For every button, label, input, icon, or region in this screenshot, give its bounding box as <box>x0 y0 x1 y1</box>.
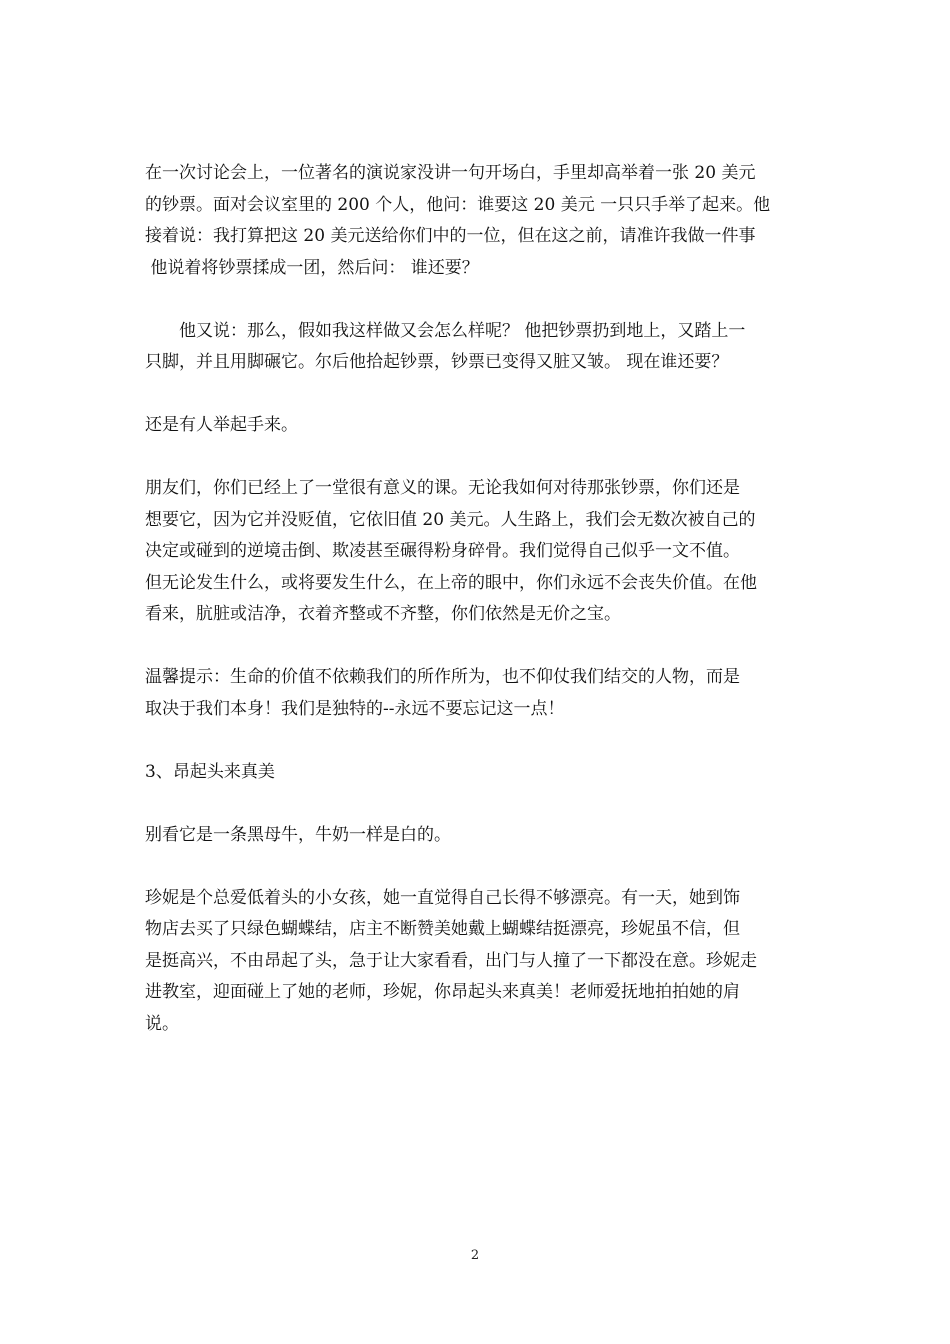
text-line: 取决于我们本身！我们是独特的--永远不要忘记这一点！ <box>145 698 565 719</box>
text-line: 想要它，因为它并没贬值，它依旧值 20 美元。人生路上，我们会无数次被自己的 <box>145 509 756 530</box>
text-line: 他又说：那么，假如我这样做又会怎么样呢？ 他把钞票扔到地上，又踏上一 <box>179 320 746 341</box>
document-body <box>145 158 807 1040</box>
paragraph-proverb <box>145 820 807 852</box>
text-line: 别看它是一条黑母牛，牛奶一样是白的。 <box>145 824 451 845</box>
paragraph-speaker-continues <box>145 316 807 379</box>
text-line: 看来，肮脏或洁净，衣着齐整或不齐整，你们依然是无价之宝。 <box>145 604 621 624</box>
text-line: 物店去买了只绿色蝴蝶结，店主不断赞美她戴上蝴蝶结挺漂亮，珍妮虽不信，但 <box>145 919 740 939</box>
section-heading <box>145 757 807 789</box>
text-line: 还是有人举起手来。 <box>145 415 298 435</box>
text-line: 珍妮是个总爱低着头的小女孩，她一直觉得自己长得不够漂亮。有一天，她到饰 <box>145 887 740 908</box>
heading-text: 3、昂起头来真美 <box>145 761 275 782</box>
text-line: 但无论发生什么，或将要发生什么，在上帝的眼中，你们永远不会丧失价值。在他 <box>145 572 757 593</box>
text-line: 接着说：我打算把这 20 美元送给你们中的一位，但在这之前，请准许我做一件事 <box>145 226 756 246</box>
text-line: 他说着将钞票揉成一团，然后问： 谁还要？ <box>145 257 479 278</box>
text-line: 只脚，并且用脚碾它。尔后他拾起钞票，钞票已变得又脏又皱。 现在谁还要？ <box>145 352 729 372</box>
text-line: 在一次讨论会上，一位著名的演说家没讲一句开场白，手里却高举着一张 20 美元 <box>145 163 756 183</box>
text-line: 的钞票。面对会议室里的 200 个人，他问：谁要这 20 美元 一只只手举了起来。他 <box>145 194 771 215</box>
paragraph-lesson <box>145 473 807 631</box>
paragraph-hands-raised <box>145 410 807 442</box>
paragraph-speaker-intro <box>145 158 807 284</box>
text-line: 温馨提示：生命的价值不依赖我们的所作所为，也不仰仗我们结交的人物，而是 <box>145 667 740 687</box>
text-line: 是挺高兴，不由昂起了头，急于让大家看看，出门与人撞了一下都没在意。珍妮走 <box>145 950 757 971</box>
text-line: 决定或碰到的逆境击倒、欺凌甚至碾得粉身碎骨。我们觉得自己似乎一文不值。 <box>145 541 740 561</box>
text-line: 说。 <box>145 1013 179 1034</box>
text-line: 朋友们，你们已经上了一堂很有意义的课。无论我如何对待那张钞票，你们还是 <box>145 478 740 498</box>
page-number: 2 <box>470 1248 480 1263</box>
paragraph-jenny-story <box>145 883 807 1041</box>
paragraph-warm-tip <box>145 662 807 725</box>
text-line: 进教室，迎面碰上了她的老师，珍妮，你昂起头来真美！老师爱抚地拍拍她的肩 <box>145 982 740 1002</box>
